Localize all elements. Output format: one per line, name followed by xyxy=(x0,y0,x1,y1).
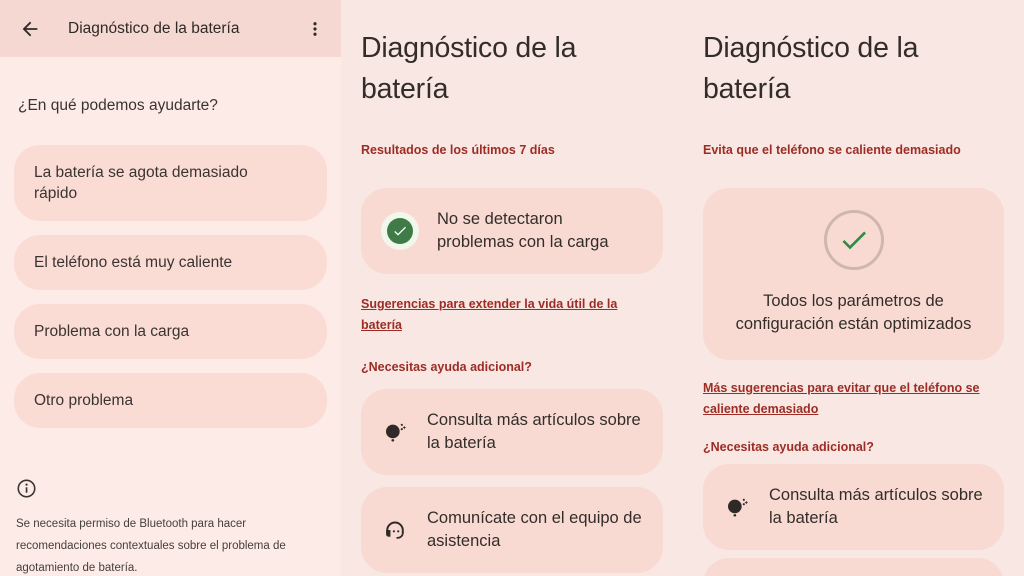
panel-charge-results xyxy=(341,0,683,576)
panel-heat-results xyxy=(683,0,1024,576)
option-charging-problem[interactable]: Problema con la carga xyxy=(14,304,327,359)
settings-optimized-text: Todos los parámetros de configuración están optimizados xyxy=(735,292,972,333)
panel-battery-help xyxy=(0,0,341,576)
check-badge-icon xyxy=(381,212,419,250)
help-card-articles[interactable] xyxy=(361,389,663,475)
additional-help-heading: ¿Necesitas ayuda adicional? xyxy=(361,360,532,374)
help-card-support[interactable] xyxy=(361,487,663,573)
page-title: Diagnóstico de la batería xyxy=(361,32,577,105)
charge-result-card xyxy=(361,188,663,274)
info-icon xyxy=(16,478,341,499)
page-title: Diagnóstico de la batería xyxy=(703,32,919,105)
lightbulb-icon xyxy=(723,493,751,521)
problem-option-list xyxy=(14,145,327,428)
help-card-label: Comunícate con el equipo de asistencia xyxy=(427,509,642,550)
option-phone-hot[interactable]: El teléfono está muy caliente xyxy=(14,235,327,290)
option-battery-drain[interactable]: La batería se agota demasiado rápido xyxy=(14,145,327,221)
kebab-menu-icon[interactable] xyxy=(303,17,327,41)
option-other-problem[interactable]: Otro problema xyxy=(14,373,327,428)
help-question: ¿En qué podemos ayudarte? xyxy=(18,97,218,114)
additional-help-heading: ¿Necesitas ayuda adicional? xyxy=(703,440,874,454)
settings-optimized-card xyxy=(703,188,1004,360)
lightbulb-icon xyxy=(381,418,409,446)
page-title: Diagnóstico de la batería xyxy=(68,19,240,37)
help-card-articles[interactable] xyxy=(703,464,1004,550)
heat-advice-label: Evita que el teléfono se caliente demasiado xyxy=(703,143,961,157)
heat-tips-link[interactable]: Más sugerencias para evitar que el teléfono se caliente demasiado xyxy=(703,381,980,416)
bluetooth-permission-note: Se necesita permiso de Bluetooth para hacer recomendaciones contextuales sobre el problema de agotamiento de batería. xyxy=(16,518,286,574)
headset-icon xyxy=(381,516,409,544)
back-arrow-icon[interactable] xyxy=(18,17,42,41)
check-ring-icon xyxy=(824,210,884,270)
charge-result-text: No se detectaron problemas con la carga xyxy=(437,210,609,251)
help-card-partial[interactable] xyxy=(703,558,1004,576)
app-bar xyxy=(0,0,341,57)
results-period-label: Resultados de los últimos 7 días xyxy=(361,143,555,157)
help-card-label: Consulta más artículos sobre la batería xyxy=(427,411,641,452)
battery-life-tips-link[interactable]: Sugerencias para extender la vida útil de la batería xyxy=(361,297,618,332)
help-card-label: Consulta más artículos sobre la batería xyxy=(769,486,983,527)
